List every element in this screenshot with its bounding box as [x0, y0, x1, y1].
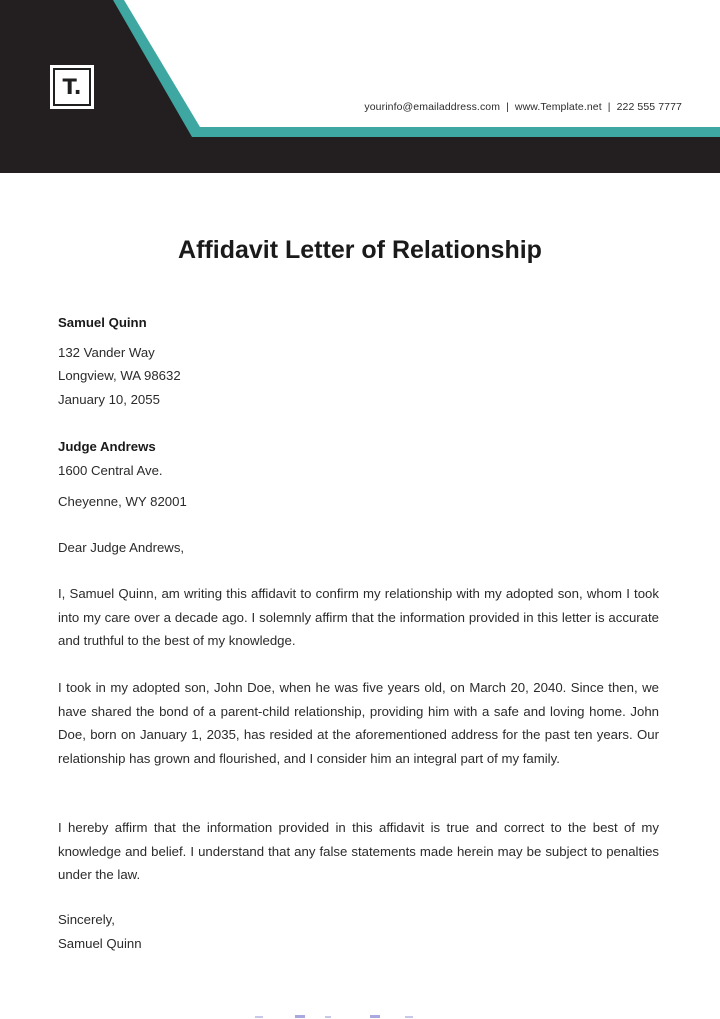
signature-name: Samuel Quinn: [58, 935, 142, 951]
recipient-name: Judge Andrews: [58, 439, 156, 454]
paragraph-1: I, Samuel Quinn, am writing this affidavit to confirm my relationship with my adopted son, whom I took into my care over a decade ago. I solemnly affirm that the information provided in this letter is accurate and truthful to the best of my knowledge.: [58, 586, 659, 648]
separator: |: [506, 101, 509, 113]
document-title: Affidavit Letter of Relationship: [178, 236, 542, 264]
logo: [50, 65, 94, 109]
sender-city: Longview, WA 98632: [58, 368, 181, 383]
recipient-street: 1600 Central Ave.: [58, 462, 163, 478]
closing: Sincerely,: [58, 912, 115, 927]
email-text: yourinfo@emailaddress.com: [364, 101, 501, 113]
paragraph-3: I hereby affirm that the information provided in this affidavit is true and correct to the best of my knowledge and belief. I understand that any false statements made herein may be subject to penalties under the law.: [58, 820, 659, 882]
recipient-block: [58, 435, 187, 514]
sender-name: Samuel Quinn: [58, 315, 147, 330]
separator: |: [607, 101, 611, 113]
website-text: www.Template.net: [514, 101, 602, 113]
phone-text: 222 555 7777: [616, 101, 682, 113]
sender-block: [58, 311, 181, 411]
closing-block: [58, 908, 142, 955]
salutation: Dear Judge Andrews,: [58, 540, 185, 555]
letterhead: [0, 0, 720, 173]
sender-street: 132 Vander Way: [58, 344, 155, 360]
contact-info: [364, 101, 682, 113]
letter-date: January 10, 2055: [58, 391, 160, 407]
footer-decoration: [255, 1014, 425, 1019]
paragraph-2: I took in my adopted son, John Doe, when he was five years old, on March 20, 2040. Since then, we have shared the bond of a parent-child relationship, providing him with a safe and loving home. John Doe, born on January 1, 2035, has resided at the aforementioned address for the past ten years. Our relationship has grown and flourished, and I consider him an integral part of my family.: [58, 680, 659, 766]
logo-text: T.: [53, 68, 91, 106]
recipient-city: Cheyenne, WY 82001: [58, 494, 187, 509]
letterhead-graphic: [0, 0, 720, 173]
